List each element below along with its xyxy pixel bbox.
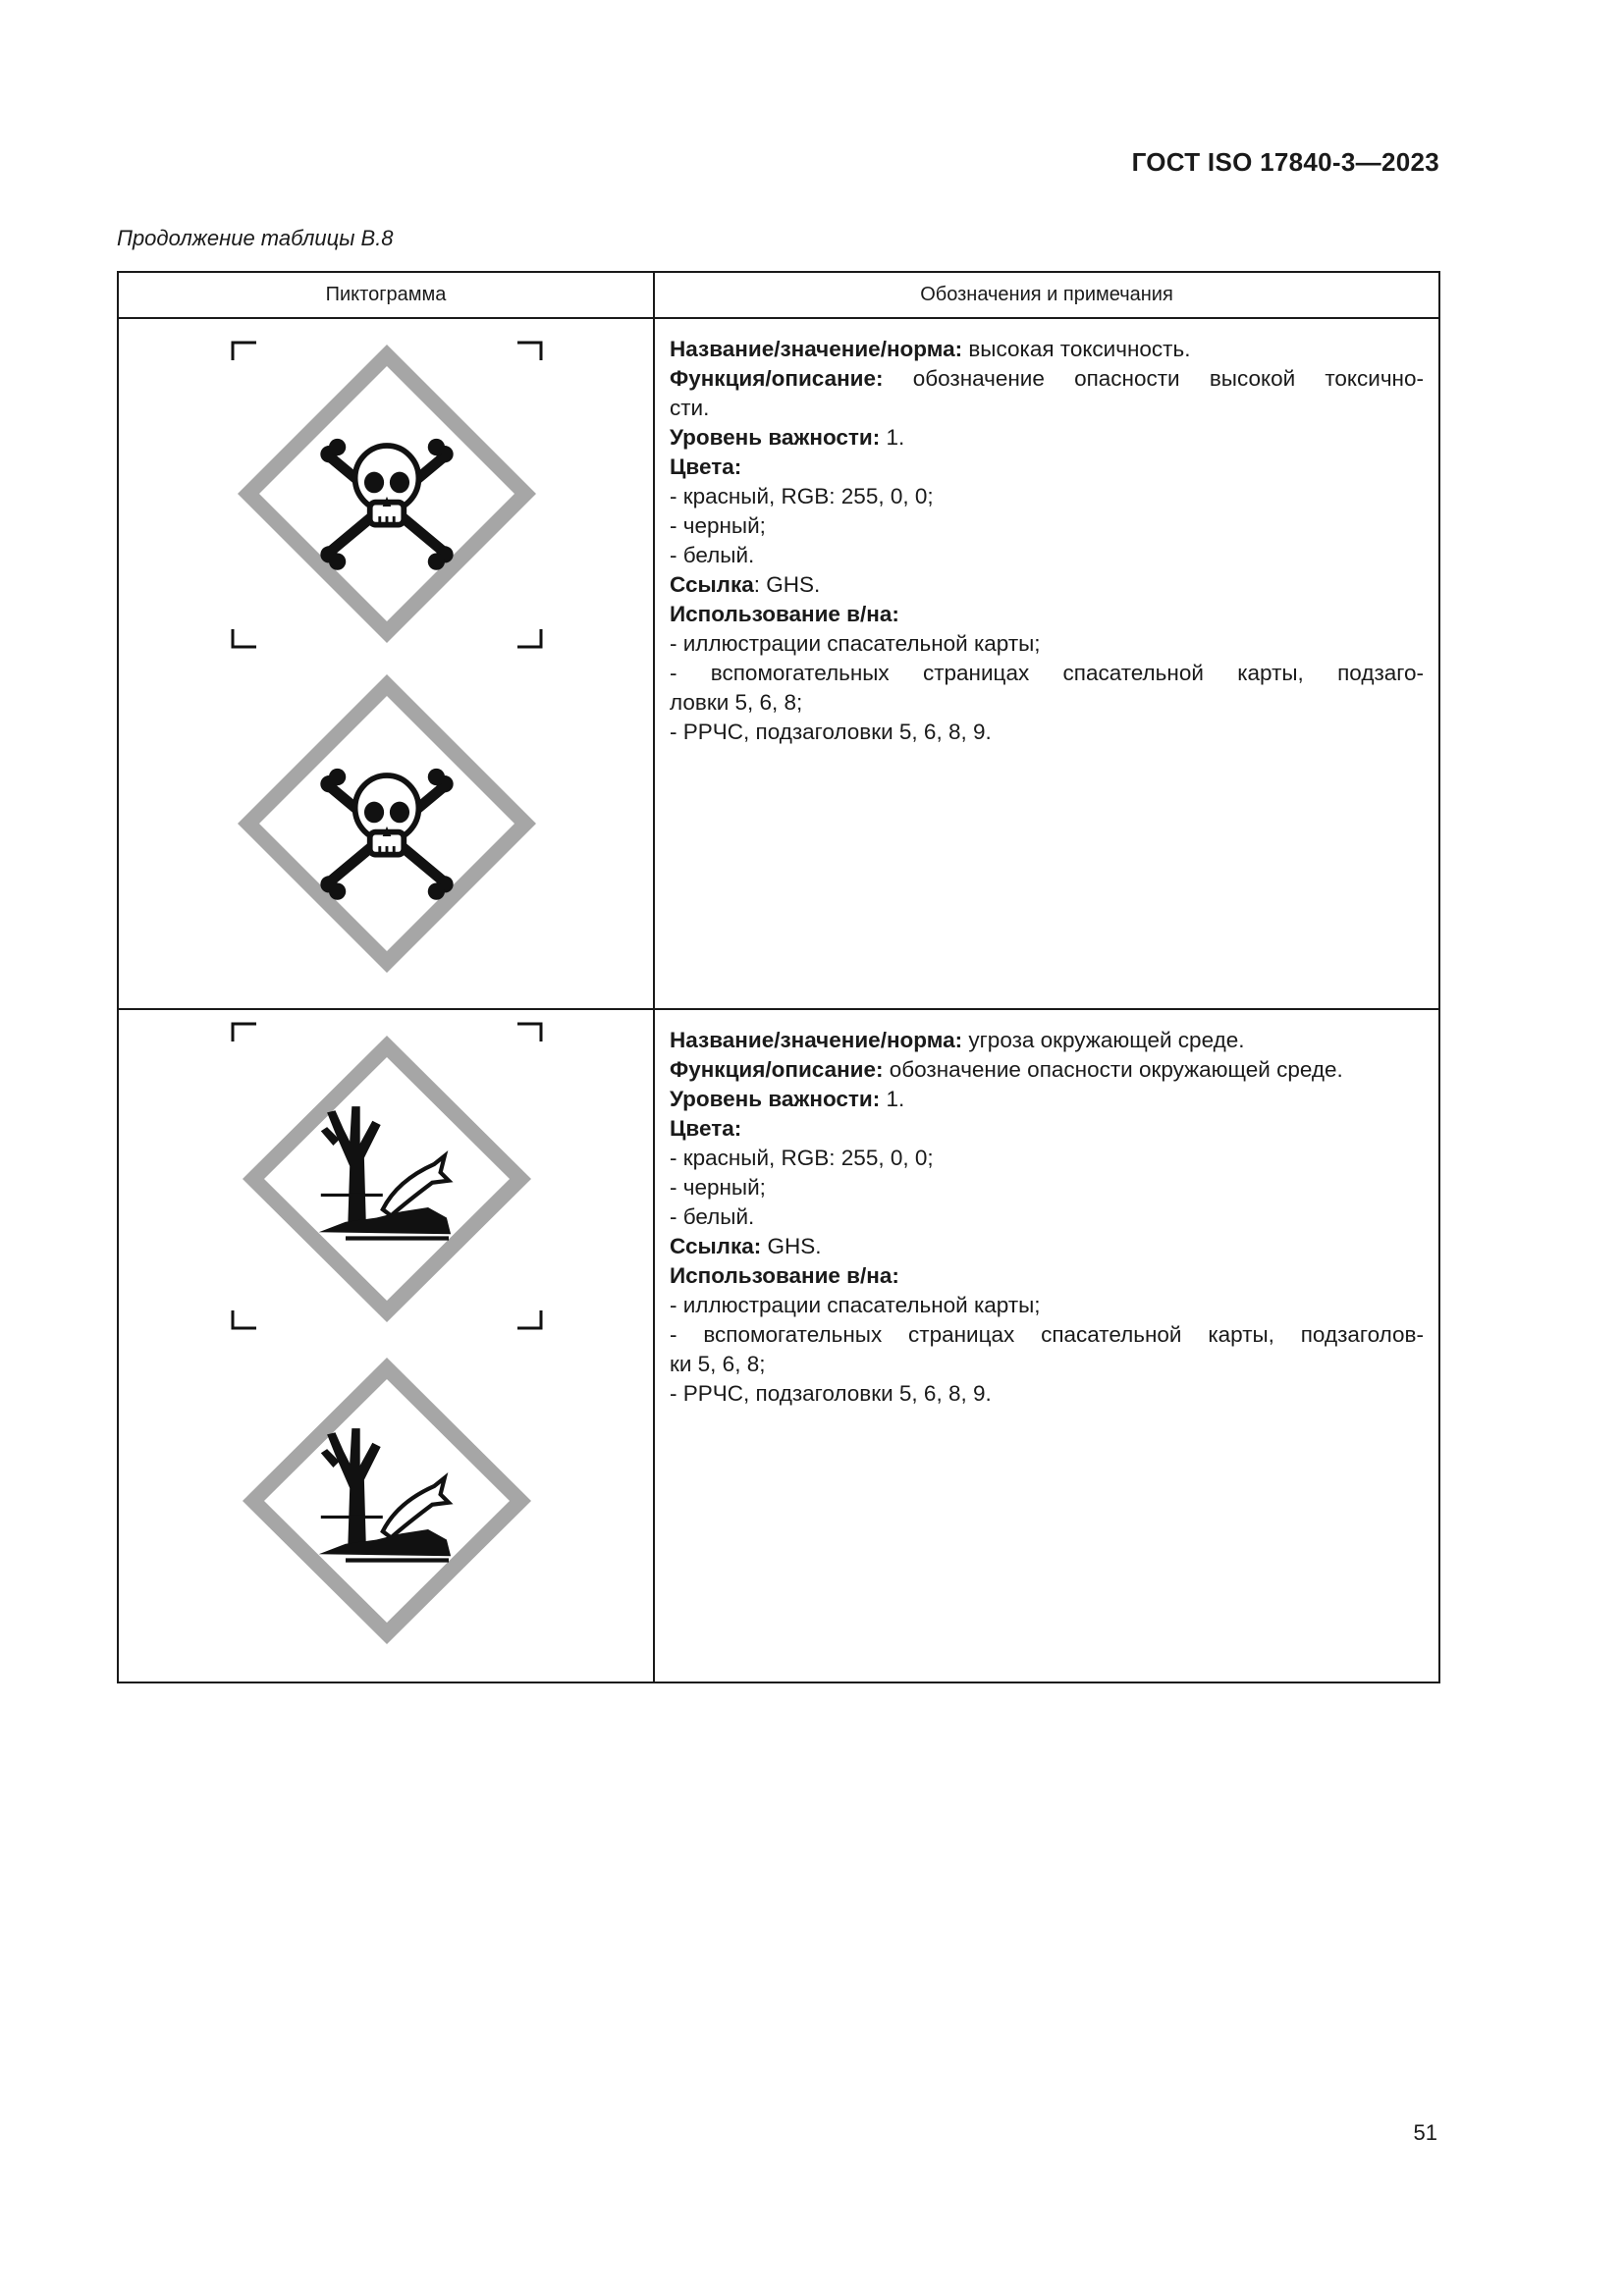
pictogram-table [117, 271, 1440, 1683]
notes-label: Уровень важности: [670, 1087, 881, 1111]
notes-line [670, 453, 1424, 482]
document-id: ГОСТ ISO 17840-3—2023 [1131, 147, 1439, 177]
notes-line [670, 1026, 1424, 1055]
notes-text: обозначение опасности окружающей среде. [883, 1057, 1343, 1082]
notes-text: сти. [670, 396, 710, 420]
notes-line [670, 688, 1424, 718]
notes-line [670, 1144, 1424, 1173]
notes-text: - вспомогательных страницах спасательной карты, подзаго- [670, 661, 1424, 685]
notes-line [670, 482, 1424, 511]
notes-line [670, 570, 1424, 600]
page-number: 51 [1413, 2120, 1437, 2145]
environment-hazard-icon [243, 1036, 531, 1322]
notes-line [670, 1379, 1424, 1409]
notes-label: Уровень важности: [670, 425, 881, 450]
notes-label: Цвета: [670, 1116, 742, 1141]
notes-label: Ссылка [670, 572, 754, 597]
notes-text: угроза окружающей среде. [962, 1028, 1245, 1052]
skull-crossbones-icon [238, 674, 536, 973]
notes-text: - иллюстрации спасательной карты; [670, 1293, 1041, 1317]
toxicity-pictogram [119, 319, 655, 992]
notes-text: обозначение опасности высокой токсично- [883, 366, 1424, 391]
notes-text: высокая токсичность. [962, 337, 1191, 361]
notes-label: Цвета: [670, 454, 742, 479]
column-header-notes: Обозначения и примечания [654, 272, 1439, 318]
notes-label: Использование в/на: [670, 1263, 899, 1288]
notes-text: : GHS. [753, 572, 821, 597]
table-row [118, 318, 1439, 1009]
notes-line [670, 1261, 1424, 1291]
notes-text: - черный; [670, 1175, 766, 1200]
notes-label: Название/значение/норма: [670, 337, 963, 361]
notes-line [670, 1320, 1424, 1350]
notes-label: Название/значение/норма: [670, 1028, 963, 1052]
notes-lines [670, 335, 1424, 747]
notes-cell [654, 318, 1439, 1009]
notes-line [670, 1173, 1424, 1202]
table-header-row [118, 272, 1439, 318]
pictogram-cell [118, 1009, 654, 1682]
table-caption: Продолжение таблицы В.8 [117, 226, 394, 250]
notes-line [670, 423, 1424, 453]
skull-crossbones-icon [238, 345, 536, 643]
notes-text: - белый. [670, 543, 755, 567]
notes-text: - красный, RGB: 255, 0, 0; [670, 484, 934, 508]
notes-text: ловки 5, 6, 8; [670, 690, 803, 715]
notes-line [670, 1055, 1424, 1085]
notes-text: GHS. [761, 1234, 822, 1258]
notes-text: - иллюстрации спасательной карты; [670, 631, 1041, 656]
notes-line [670, 1291, 1424, 1320]
notes-text: - красный, RGB: 255, 0, 0; [670, 1146, 934, 1170]
notes-line [670, 364, 1424, 394]
environment-pictogram [119, 1010, 655, 1666]
notes-label: Использование в/на: [670, 602, 899, 626]
notes-line [670, 1085, 1424, 1114]
notes-text: 1. [880, 425, 905, 450]
notes-text: 1. [880, 1087, 905, 1111]
notes-line [670, 1202, 1424, 1232]
notes-text: - вспомогательных страницах спасательной карты, подзаголов- [670, 1322, 1424, 1347]
notes-line [670, 1114, 1424, 1144]
notes-line [670, 718, 1424, 747]
notes-line [670, 629, 1424, 659]
environment-hazard-icon [243, 1358, 531, 1644]
notes-lines [670, 1026, 1424, 1409]
notes-line [670, 600, 1424, 629]
notes-line [670, 511, 1424, 541]
notes-label: Ссылка: [670, 1234, 762, 1258]
notes-text: - белый. [670, 1204, 755, 1229]
notes-text: - черный; [670, 513, 766, 538]
notes-text: - РРЧС, подзаголовки 5, 6, 8, 9. [670, 1381, 992, 1406]
notes-line [670, 1232, 1424, 1261]
notes-text: ки 5, 6, 8; [670, 1352, 766, 1376]
notes-label: Функция/описание: [670, 1057, 884, 1082]
notes-text: - РРЧС, подзаголовки 5, 6, 8, 9. [670, 720, 992, 744]
notes-line [670, 335, 1424, 364]
column-header-pictogram: Пиктограмма [118, 272, 654, 318]
notes-line [670, 659, 1424, 688]
table-row [118, 1009, 1439, 1682]
notes-line [670, 394, 1424, 423]
notes-line [670, 1350, 1424, 1379]
notes-label: Функция/описание: [670, 366, 884, 391]
notes-cell [654, 1009, 1439, 1682]
notes-line [670, 541, 1424, 570]
pictogram-cell [118, 318, 654, 1009]
